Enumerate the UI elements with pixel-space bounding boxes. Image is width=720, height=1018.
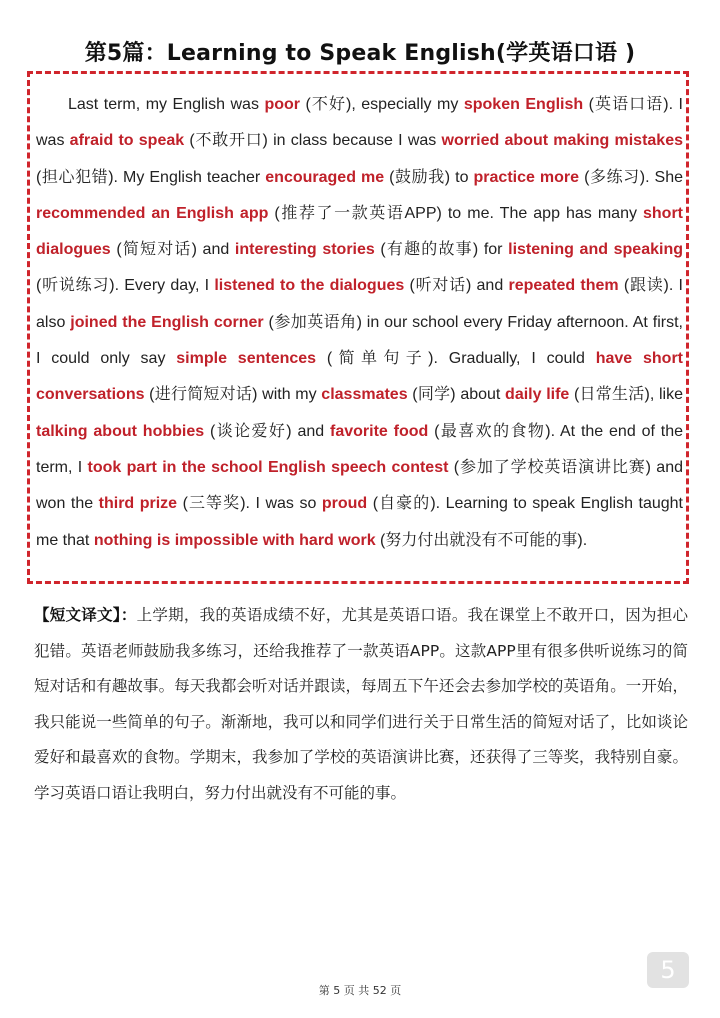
passage-text: (努力付出就没有不可能的事). bbox=[375, 531, 588, 549]
passage-box bbox=[27, 71, 689, 584]
translation-label: 【短文译文】： bbox=[34, 606, 137, 624]
key-phrase: short dialogues bbox=[36, 204, 683, 259]
translation-text: 上学期，我的英语成绩不好，尤其是英语口语。我在课堂上不敢开口，因为担心犯错。英语老师鼓励我多练习，还给我推荐了一款英语APP。这款APP里有很多供听说练习的简短对话和有趣故事。每天我都会听对话并跟读，每周五下午还会去参加学校的英语角。一开始，我只能说一些简单的句子。渐渐地，我可以和同学们进行关于日常生活的简短对话了，比如谈论爱好和最喜欢的食物。学期末，我参加了学校的英语演讲比赛，还获得了三等奖，我特别自豪。学习英语口语让我明白，努力付出就没有不可能的事。 bbox=[34, 606, 688, 802]
passage-text: (听对话) and bbox=[404, 277, 509, 295]
passage-text: (不敢开口) in class because I was bbox=[184, 132, 442, 150]
key-phrase: favorite food bbox=[330, 422, 429, 440]
passage-text: (最喜欢的食物). At the end of the term, I bbox=[36, 422, 683, 476]
key-phrase: third prize bbox=[98, 495, 178, 513]
passage-text: (谈论爱好) and bbox=[204, 422, 331, 440]
page-title: 第5篇：Learning to Speak English(学英语口语 ) bbox=[84, 41, 636, 66]
passage-text: (听说练习). Every day, I bbox=[36, 277, 215, 295]
key-phrase: practice more bbox=[473, 168, 580, 186]
passage-text: (有趣的故事) for bbox=[374, 241, 509, 259]
key-phrase: worried about making mistakes bbox=[441, 132, 683, 150]
passage-text: (参加了学校英语演讲比赛) and won the bbox=[36, 458, 684, 513]
key-phrase: listened to the dialogues bbox=[214, 277, 405, 295]
key-phrase: recommended an English app bbox=[36, 204, 269, 222]
key-phrase: talking about hobbies bbox=[36, 422, 205, 440]
key-phrase: spoken English bbox=[463, 96, 584, 113]
key-phrase: simple sentences bbox=[176, 350, 317, 368]
passage-text: (进行简短对话) with my bbox=[144, 386, 322, 404]
passage-text: (同学) about bbox=[407, 386, 506, 404]
passage-text: (英语口语). I was bbox=[36, 96, 683, 150]
passage-text: (跟读). I also bbox=[36, 277, 683, 331]
key-phrase: listening and speaking bbox=[508, 241, 683, 259]
key-phrase: encouraged me bbox=[265, 168, 385, 186]
page-number-badge: 5 bbox=[647, 952, 689, 988]
key-phrase: poor bbox=[264, 96, 300, 113]
key-phrase: have short conversations bbox=[36, 350, 684, 404]
passage-text: (鼓励我) to bbox=[384, 168, 474, 186]
passage-text: (简单句子). Gradually, I could bbox=[316, 350, 596, 368]
key-phrase: classmates bbox=[321, 386, 408, 404]
passage-text: (自豪的). Learning to speak English taught me that bbox=[36, 495, 683, 549]
passage-text: (简短对话) and bbox=[110, 241, 235, 259]
key-phrase: afraid to speak bbox=[69, 132, 185, 150]
passage-text: (不好), especially my bbox=[300, 96, 464, 113]
passage-text: (推荐了一款英语APP) to me. The app has many bbox=[268, 204, 643, 222]
key-phrase: interesting stories bbox=[234, 241, 375, 259]
passage-text: (参加英语角) in our school every Friday afternoon. At first, I could only say bbox=[36, 313, 683, 368]
english-passage bbox=[36, 87, 683, 559]
key-phrase: nothing is impossible with hard work bbox=[93, 531, 376, 549]
passage-text: (多练习). She bbox=[579, 168, 684, 186]
passage-text: (日常生活), like bbox=[569, 386, 683, 404]
key-phrase: daily life bbox=[505, 386, 570, 404]
passage-text: Last term, my English was bbox=[68, 96, 265, 113]
page-footer: 第 5 页 共 52 页 bbox=[318, 984, 402, 997]
key-phrase: repeated them bbox=[508, 277, 619, 295]
key-phrase: took part in the school English speech contest bbox=[87, 458, 449, 476]
key-phrase: proud bbox=[321, 495, 368, 513]
passage-text: (三等奖). I was so bbox=[177, 495, 322, 513]
passage-text: (担心犯错). My English teacher bbox=[36, 168, 266, 186]
key-phrase: joined the English corner bbox=[70, 313, 264, 331]
translation-section bbox=[34, 598, 688, 812]
